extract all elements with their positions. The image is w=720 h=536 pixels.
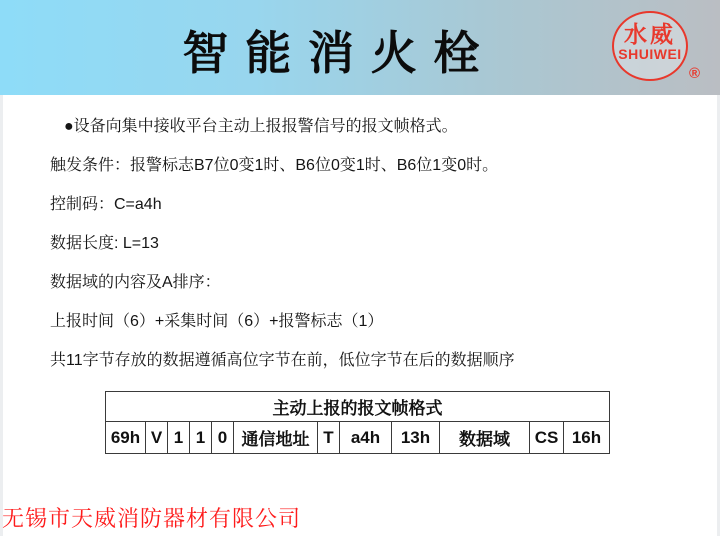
table-cell-cs: CS: [530, 422, 564, 454]
table-title-row: [106, 392, 610, 422]
header-bar: [0, 0, 720, 95]
table-cell-data-field: 数据域: [440, 422, 530, 454]
table-cell-16h: 16h: [564, 422, 610, 454]
body-line-data-field-order: 数据域的内容及A排序：: [50, 274, 221, 291]
shuiwei-logo: [612, 11, 688, 81]
registered-trademark-icon: ®: [689, 65, 701, 82]
body-line-control-code: 控制码：C=a4h: [50, 196, 162, 213]
slide-body: [0, 95, 717, 454]
body-line-data-length: 数据长度: L=13: [50, 235, 159, 252]
table-cell-bit1a: 1: [168, 422, 190, 454]
table-data-row: [106, 422, 610, 454]
table-cell-v: V: [146, 422, 168, 454]
table-title: 主动上报的报文帧格式: [106, 392, 610, 422]
table-cell-69h: 69h: [106, 422, 146, 454]
body-line-trigger-condition: 触发条件：报警标志B7位0变1时、B6位0变1时、B6位1变0时。: [50, 157, 499, 174]
body-line-byte-order: 共11字节存放的数据遵循高位字节在前，低位字节在后的数据顺序: [50, 352, 515, 369]
company-name: 无锡市天威消防器材有限公司: [2, 506, 302, 531]
body-line-frame-format: ●设备向集中接收平台主动上报报警信号的报文帧格式。: [64, 118, 458, 135]
table-cell-bit0: 0: [212, 422, 234, 454]
table-cell-13h: 13h: [392, 422, 440, 454]
logo-chinese-text: 水威: [624, 21, 676, 47]
logo-english-text: SHUIWEI: [618, 46, 682, 62]
table-cell-a4h: a4h: [340, 422, 392, 454]
table-cell-bit1b: 1: [190, 422, 212, 454]
message-frame-table: [105, 391, 610, 454]
table-cell-comm-address: 通信地址: [234, 422, 318, 454]
page-title: 智 能 消 火 栓: [182, 27, 482, 79]
body-line-time-fields: 上报时间（6）+采集时间（6）+报警标志（1）: [50, 313, 384, 330]
table-cell-t: T: [318, 422, 340, 454]
